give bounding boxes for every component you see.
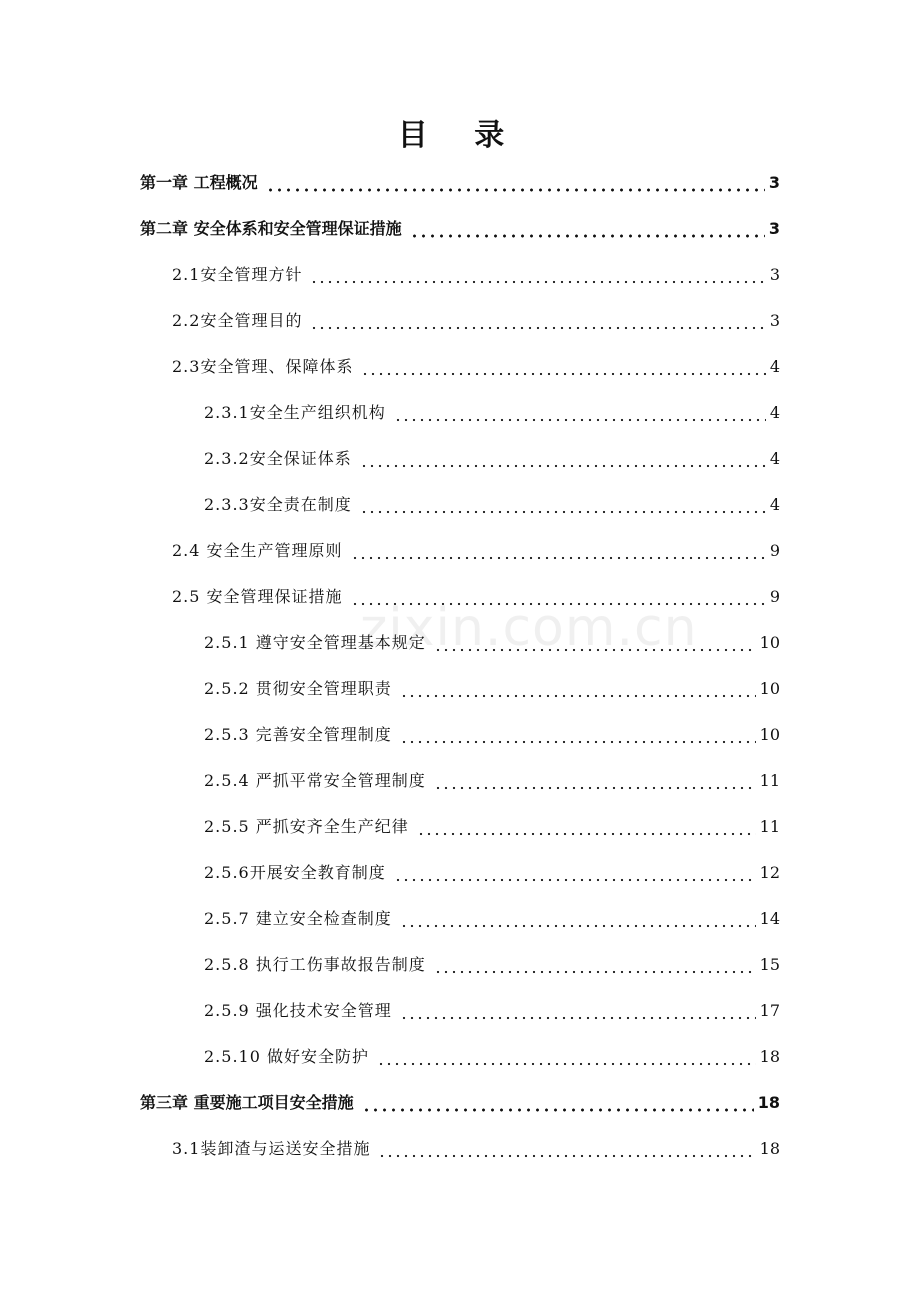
toc-entry-chapter-1[interactable] bbox=[140, 171, 780, 195]
toc-entry-2-1[interactable] bbox=[172, 263, 780, 287]
toc-entry-chapter-3[interactable] bbox=[140, 1091, 780, 1115]
toc-entry-page: 18 bbox=[759, 1047, 780, 1066]
toc-entry-label: 2.5.3 完善安全管理制度 bbox=[204, 725, 392, 744]
dot-leader bbox=[394, 401, 766, 425]
dot-leader bbox=[394, 861, 756, 885]
toc-entry-page: 12 bbox=[759, 863, 780, 882]
toc-entry-2-5[interactable] bbox=[172, 585, 780, 609]
dot-leader bbox=[410, 217, 765, 241]
toc-entry-2-5-7[interactable] bbox=[204, 907, 780, 931]
toc-entry-2-2[interactable] bbox=[172, 309, 780, 333]
toc-entry-2-5-9[interactable] bbox=[204, 999, 780, 1023]
toc-entry-label: 2.3.1安全生产组织机构 bbox=[204, 403, 386, 422]
toc-entry-page: 3 bbox=[769, 265, 780, 284]
dot-leader bbox=[377, 1045, 756, 1069]
toc-entry-label: 2.3.2安全保证体系 bbox=[204, 449, 352, 468]
toc-entry-2-5-1[interactable] bbox=[204, 631, 780, 655]
toc-entry-2-5-4[interactable] bbox=[204, 769, 780, 793]
toc-entry-page: 4 bbox=[769, 403, 780, 422]
dot-leader bbox=[362, 1091, 754, 1115]
toc-entry-page: 3 bbox=[768, 173, 780, 192]
toc-entry-label: 2.5.7 建立安全检查制度 bbox=[204, 909, 392, 928]
toc-entry-2-5-3[interactable] bbox=[204, 723, 780, 747]
toc-entry-2-5-8[interactable] bbox=[204, 953, 780, 977]
toc-entry-page: 15 bbox=[759, 955, 780, 974]
toc-entry-page: 4 bbox=[769, 495, 780, 514]
toc-entry-page: 11 bbox=[759, 771, 780, 790]
toc-entry-2-5-2[interactable] bbox=[204, 677, 780, 701]
toc-entry-label: 第二章 安全体系和安全管理保证措施 bbox=[140, 219, 402, 238]
toc-entry-2-5-10[interactable] bbox=[204, 1045, 780, 1069]
toc-title: 目 录 bbox=[397, 118, 523, 153]
dot-leader bbox=[400, 999, 756, 1023]
dot-leader bbox=[400, 723, 756, 747]
toc-entry-page: 4 bbox=[769, 357, 780, 376]
toc-entry-label: 2.3.3安全责在制度 bbox=[204, 495, 352, 514]
toc-entry-label: 2.4 安全生产管理原则 bbox=[172, 541, 343, 560]
toc-entry-2-3[interactable] bbox=[172, 355, 780, 379]
dot-leader bbox=[417, 815, 756, 839]
toc-entry-label: 2.5.6开展安全教育制度 bbox=[204, 863, 386, 882]
toc-entry-page: 17 bbox=[759, 1001, 780, 1020]
toc-entry-2-3-2[interactable] bbox=[204, 447, 780, 471]
toc-entry-label: 2.1安全管理方针 bbox=[172, 265, 303, 284]
toc-entry-label: 2.3安全管理、保障体系 bbox=[172, 357, 354, 376]
toc-entry-page: 9 bbox=[769, 541, 780, 560]
toc-entry-2-3-1[interactable] bbox=[204, 401, 780, 425]
toc-entry-page: 14 bbox=[759, 909, 780, 928]
dot-leader bbox=[400, 907, 756, 931]
toc-entry-label: 2.5.10 做好安全防护 bbox=[204, 1047, 369, 1066]
toc-entry-page: 3 bbox=[769, 311, 780, 330]
watermark: zixin.com.cn bbox=[360, 598, 698, 658]
toc-entry-page: 10 bbox=[759, 679, 780, 698]
dot-leader bbox=[434, 769, 756, 793]
toc-entry-2-5-6[interactable] bbox=[204, 861, 780, 885]
dot-leader bbox=[361, 355, 765, 379]
toc-entry-label: 第三章 重要施工项目安全措施 bbox=[140, 1093, 354, 1112]
toc-entry-page: 4 bbox=[769, 449, 780, 468]
dot-leader bbox=[310, 309, 765, 333]
dot-leader bbox=[378, 1137, 755, 1161]
toc-entry-label: 2.5.1 遵守安全管理基本规定 bbox=[204, 633, 426, 652]
toc-entry-label: 2.5.4 严抓平常安全管理制度 bbox=[204, 771, 426, 790]
toc-entry-label: 2.2安全管理目的 bbox=[172, 311, 303, 330]
toc-entry-page: 3 bbox=[768, 219, 780, 238]
dot-leader bbox=[266, 171, 765, 195]
toc-entry-label: 2.5.8 执行工伤事故报告制度 bbox=[204, 955, 426, 974]
dot-leader bbox=[434, 953, 756, 977]
toc-entry-page: 9 bbox=[769, 587, 780, 606]
toc-entry-page: 11 bbox=[759, 817, 780, 836]
dot-leader bbox=[351, 585, 766, 609]
dot-leader bbox=[351, 539, 766, 563]
toc-entry-2-4[interactable] bbox=[172, 539, 780, 563]
toc-entry-label: 2.5 安全管理保证措施 bbox=[172, 587, 343, 606]
toc-entry-page: 10 bbox=[759, 725, 780, 744]
toc-entry-label: 2.5.2 贯彻安全管理职责 bbox=[204, 679, 392, 698]
toc-entry-3-1[interactable] bbox=[172, 1137, 780, 1161]
toc-entry-label: 2.5.9 强化技术安全管理 bbox=[204, 1001, 392, 1020]
toc-entry-page: 18 bbox=[757, 1093, 780, 1112]
toc-entry-chapter-2[interactable] bbox=[140, 217, 780, 241]
dot-leader bbox=[360, 447, 766, 471]
dot-leader bbox=[360, 493, 766, 517]
toc-entry-page: 10 bbox=[759, 633, 780, 652]
toc-entry-label: 3.1装卸渣与运送安全措施 bbox=[172, 1139, 371, 1158]
toc-entry-label: 2.5.5 严抓安齐全生产纪律 bbox=[204, 817, 409, 836]
toc-entry-2-5-5[interactable] bbox=[204, 815, 780, 839]
dot-leader bbox=[434, 631, 756, 655]
toc-entry-2-3-3[interactable] bbox=[204, 493, 780, 517]
dot-leader bbox=[400, 677, 756, 701]
toc-entry-label: 第一章 工程概况 bbox=[140, 173, 258, 192]
toc-entry-page: 18 bbox=[759, 1139, 780, 1158]
dot-leader bbox=[310, 263, 765, 287]
